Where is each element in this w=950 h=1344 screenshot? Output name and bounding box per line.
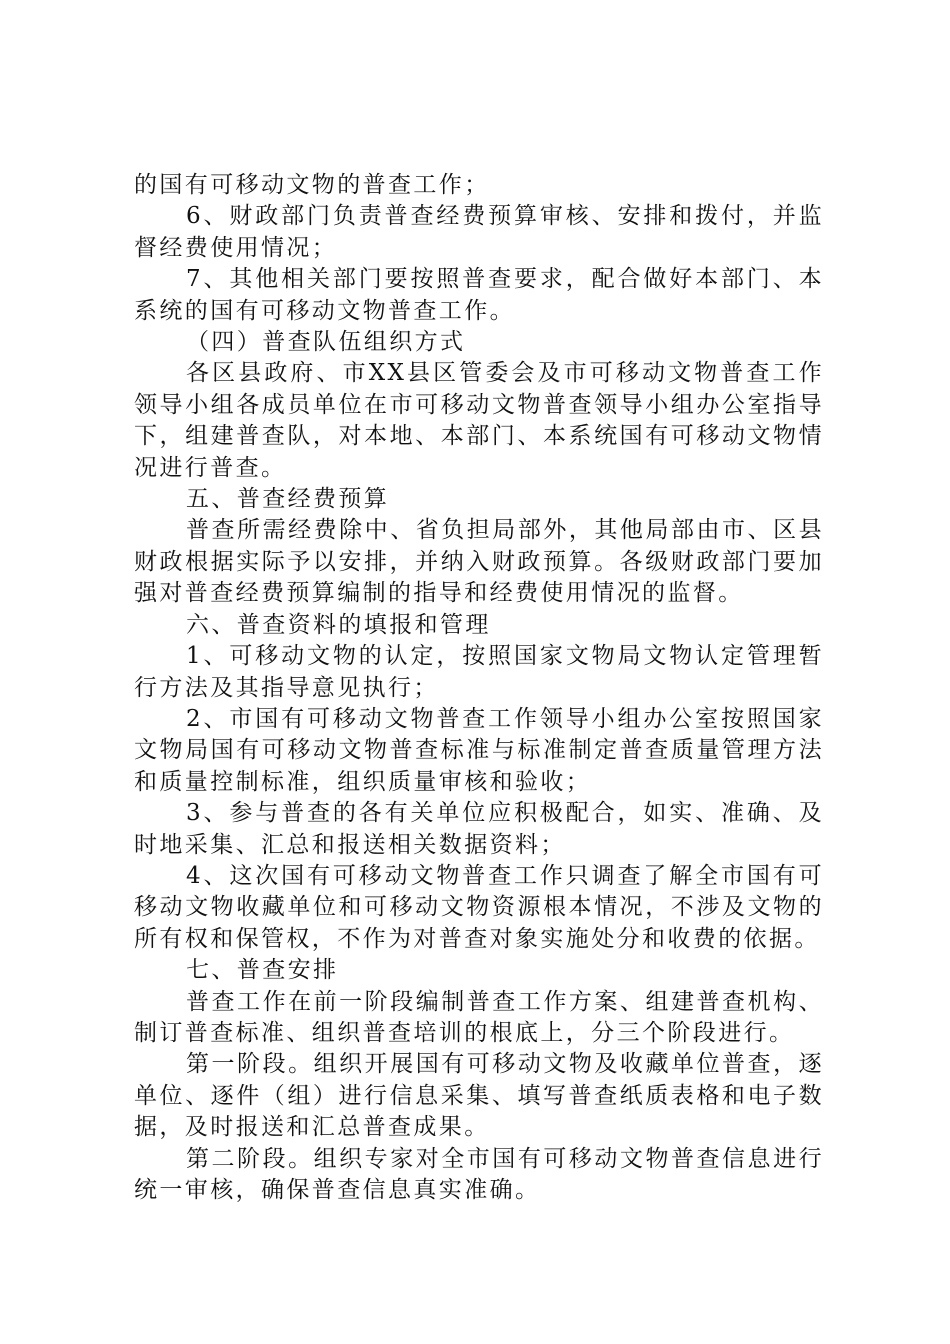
paragraph-budget: 普查所需经费除中、省负担局部外，其他局部由市、区县财政根据实际予以安排，并纳入财政预算。各级财政部门要加强对普查经费预算编制的指导和经费使用情况的监督。 <box>134 517 824 607</box>
paragraph-data-item-1: 1、可移动文物的认定，按照国家文物局文物认定管理暂行方法及其指导意见执行； <box>134 643 824 701</box>
paragraph-data-item-4: 4、这次国有可移动文物普查工作只调查了解全市国有可移动文物收藏单位和可移动文物资源根本情况，不涉及文物的所有权和保管权，不作为对普查对象实施处分和收费的依据。 <box>134 862 824 952</box>
heading-schedule: 七、普查安排 <box>186 957 339 984</box>
paragraph-data-item-3: 3、参与普查的各有关单位应积极配合，如实、准确、及时地采集、汇总和报送相关数据资料； <box>134 800 824 858</box>
heading-budget: 五、普查经费预算 <box>186 486 390 513</box>
paragraph-item-6: 6、财政部门负责普查经费预算审核、安排和拨付，并监督经费使用情况； <box>134 203 824 261</box>
paragraph-data-item-2: 2、市国有可移动文物普查工作领导小组办公室按照国家文物局国有可移动文物普查标准与标准制定普查质量管理方法和质量控制标准，组织质量审核和验收； <box>134 705 824 795</box>
subheading-team-organization: （四）普查队伍组织方式 <box>186 329 466 356</box>
paragraph-phase-2: 第二阶段。组织专家对全市国有可移动文物普查信息进行统一审核，确保普查信息真实准确。 <box>134 1145 824 1203</box>
paragraph-phase-1: 第一阶段。组织开展国有可移动文物及收藏单位普查，逐单位、逐件（组）进行信息采集、填写普查纸质表格和电子数据，及时报送和汇总普查成果。 <box>134 1051 824 1141</box>
heading-data-management: 六、普查资料的填报和管理 <box>186 611 491 638</box>
document-body <box>134 170 824 1206</box>
paragraph-schedule-intro: 普查工作在前一阶段编制普查工作方案、组建普查机构、制订普查标准、组织普查培训的根底上，分三个阶段进行。 <box>134 988 824 1046</box>
paragraph-continuation: 的国有可移动文物的普查工作； <box>134 172 490 198</box>
paragraph-team-organization: 各区县政府、市XX县区管委会及市可移动文物普查工作领导小组各成员单位在市可移动文物普查领导小组办公室指导下，组建普查队，对本地、本部门、本系统国有可移动文物情况进行普查。 <box>134 360 824 481</box>
paragraph-item-7: 7、其他相关部门要按照普查要求，配合做好本部门、本系统的国有可移动文物普查工作。 <box>134 266 824 324</box>
